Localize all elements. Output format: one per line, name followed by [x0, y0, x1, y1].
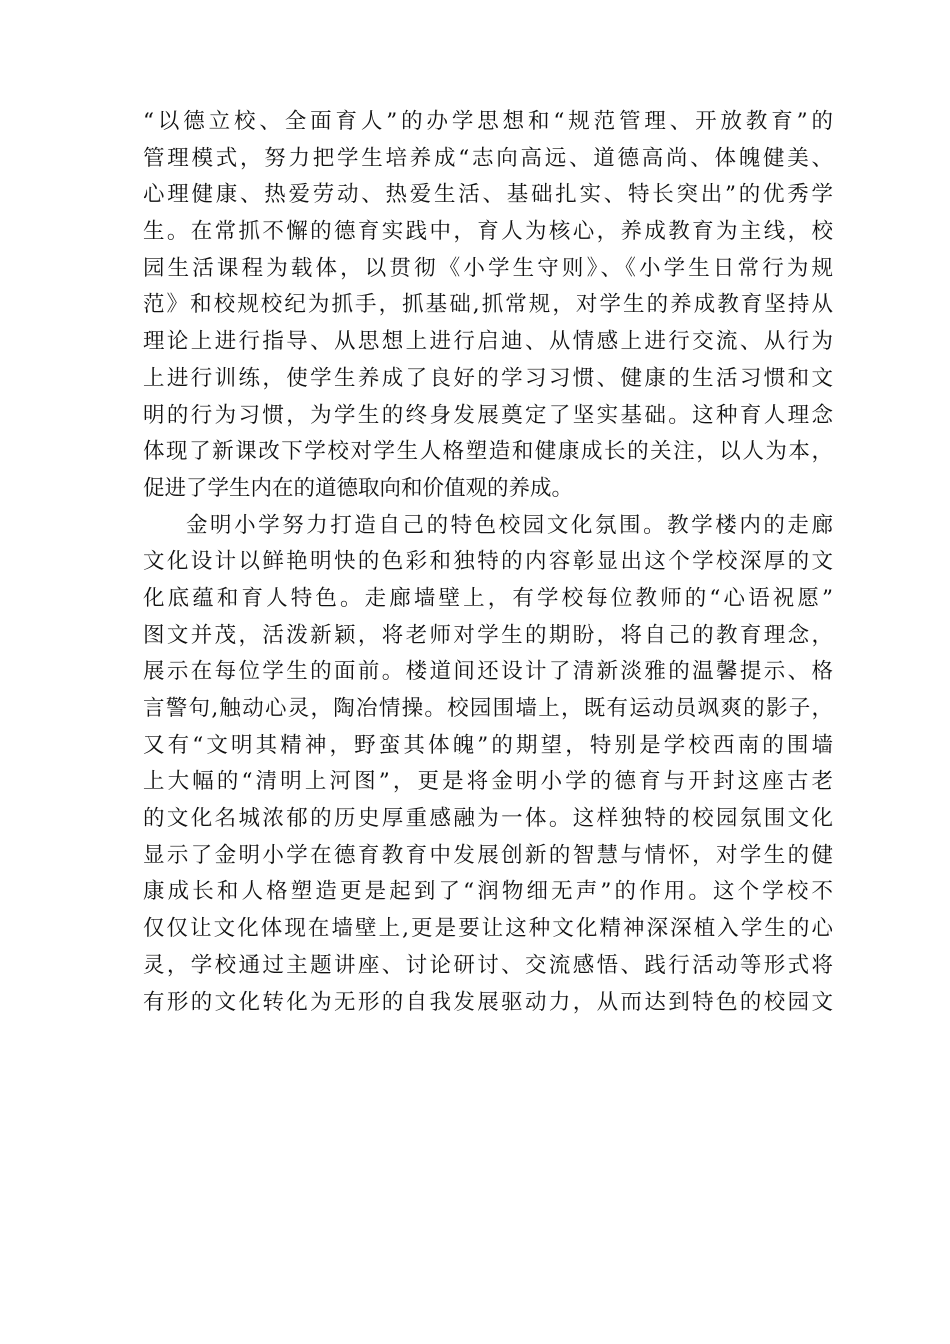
text-line: 明的行为习惯，为学生的终身发展奠定了坚实基础。这种育人理念	[143, 402, 833, 428]
text-line: 化底蕴和育人特色。走廊墙壁上，有学校每位教师的“心语祝愿”	[143, 585, 833, 611]
text-line: 显示了金明小学在德育教育中发展创新的智慧与情怀，对学生的健	[143, 842, 833, 868]
text-line: 范》和校规校纪为抓手，抓基础,抓常规，对学生的养成教育坚持从	[143, 292, 833, 318]
text-line: 园生活课程为载体，以贯彻《小学生守则》、《小学生日常行为规	[143, 255, 833, 281]
text-line: 展示在每位学生的面前。楼道间还设计了清新淡雅的温馨提示、格	[143, 659, 833, 685]
text-line: 上进行训练，使学生养成了良好的学习习惯、健康的生活习惯和文	[143, 365, 833, 391]
text-line: 图文并茂，活泼新颖，将老师对学生的期盼，将自己的教育理念，	[143, 622, 833, 648]
text-line: 生。在常抓不懈的德育实践中，育人为核心，养成教育为主线，校	[143, 219, 833, 245]
text-line: “以德立校、全面育人”的办学思想和“规范管理、开放教育”的	[143, 109, 833, 134]
text-line-paragraph-end: 促进了学生内在的道德取向和价值观的养成。	[143, 475, 574, 501]
text-line: 文化设计以鲜艳明快的色彩和独特的内容彰显出这个学校深厚的文	[143, 549, 833, 575]
text-line: 上大幅的“清明上河图”，更是将金明小学的德育与开封这座古老	[143, 769, 833, 795]
text-line: 管理模式，努力把学生培养成“志向高远、道德高尚、体魄健美、	[143, 145, 833, 171]
text-line: 言警句,触动心灵，陶冶情操。校园围墙上，既有运动员飒爽的影子，	[143, 696, 833, 721]
text-line: 又有“文明其精神，野蛮其体魄”的期望，特别是学校西南的围墙	[143, 732, 833, 758]
text-line: 理论上进行指导、从思想上进行启迪、从情感上进行交流、从行为	[143, 329, 833, 355]
text-line: 心理健康、热爱劳动、热爱生活、基础扎实、特长突出”的优秀学	[143, 182, 833, 208]
text-line: 的文化名城浓郁的历史厚重感融为一体。这样独特的校园氛围文化	[143, 806, 833, 832]
text-line-paragraph-start: 金明小学努力打造自己的特色校园文化氛围。教学楼内的走廊	[186, 512, 833, 538]
text-line: 康成长和人格塑造更是起到了“润物细无声”的作用。这个学校不	[143, 879, 833, 905]
text-line: 体现了新课改下学校对学生人格塑造和健康成长的关注，以人为本，	[143, 439, 833, 465]
body-text	[143, 104, 833, 1021]
text-line: 仅仅让文化体现在墙壁上,更是要让这种文化精神深深植入学生的心	[143, 916, 833, 942]
text-line: 灵，学校通过主题讲座、讨论研讨、交流感悟、践行活动等形式将	[143, 952, 833, 978]
text-line: 有形的文化转化为无形的自我发展驱动力，从而达到特色的校园文	[143, 989, 833, 1015]
